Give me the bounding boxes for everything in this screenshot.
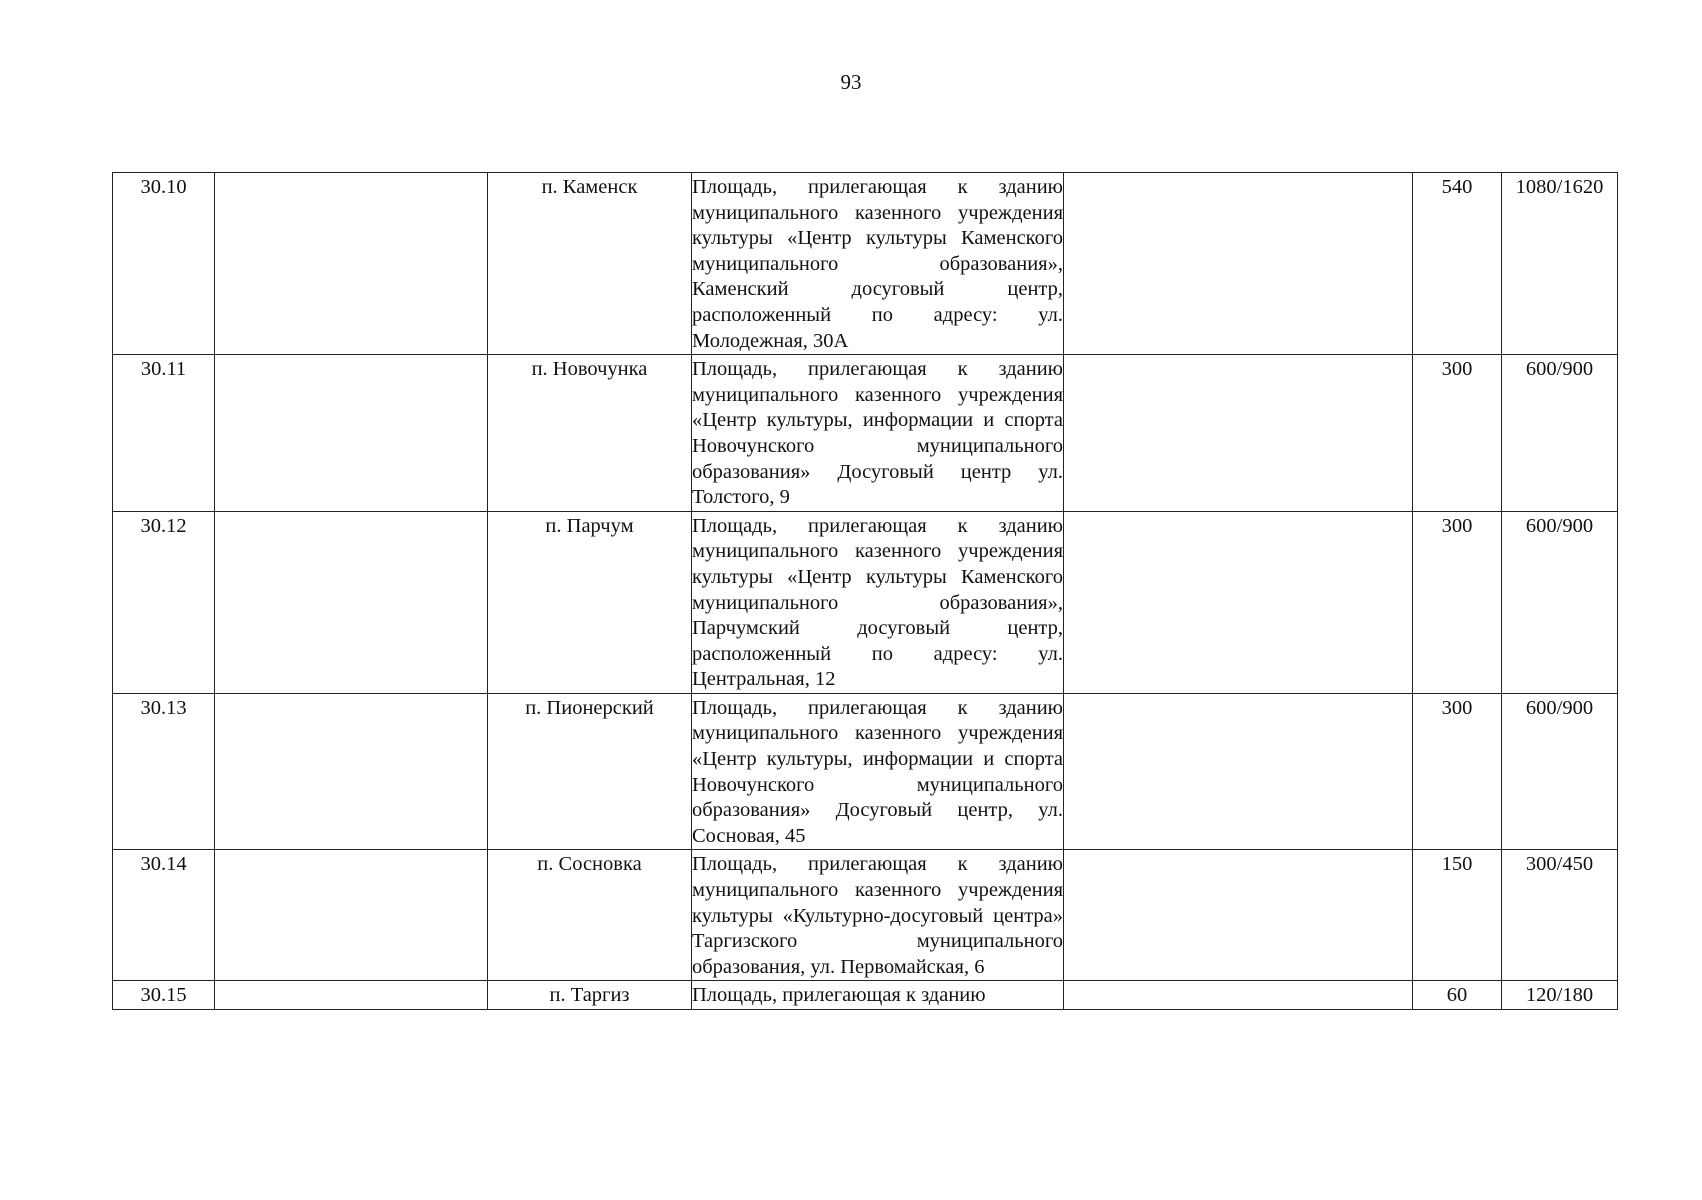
empty-cell: [1064, 355, 1413, 512]
empty-cell: [215, 355, 488, 512]
location-description-cell: Площадь, прилегающая к зданию муниципального казенного учреждения «Центр культуры, информации и спорта Новочунского муниципального образования» Досуговый центр, ул. Сосновая, 45: [692, 693, 1064, 850]
ratio-cell: 1080/1620: [1502, 173, 1618, 355]
row-number-cell: 30.10: [113, 173, 215, 355]
location-description-cell: Площадь, прилегающая к зданию муниципального казенного учреждения культуры «Центр культуры Каменского муниципального образования», Каменский досуговый центр, расположенный по адресу: ул. Молодежная, 30А: [692, 173, 1064, 355]
empty-cell: [215, 850, 488, 981]
quantity-cell: 300: [1413, 511, 1502, 693]
empty-cell: [215, 173, 488, 355]
table-row: [113, 850, 1618, 981]
row-number-cell: 30.15: [113, 981, 215, 1010]
table-row: [113, 981, 1618, 1010]
empty-cell: [1064, 511, 1413, 693]
empty-cell: [215, 693, 488, 850]
ratio-cell: 120/180: [1502, 981, 1618, 1010]
quantity-cell: 540: [1413, 173, 1502, 355]
document-table: [112, 172, 1618, 1010]
empty-cell: [1064, 981, 1413, 1010]
row-number-cell: 30.14: [113, 850, 215, 981]
row-number-cell: 30.13: [113, 693, 215, 850]
settlement-cell: п. Таргиз: [488, 981, 692, 1010]
settlement-cell: п. Новочунка: [488, 355, 692, 512]
quantity-cell: 300: [1413, 355, 1502, 512]
empty-cell: [1064, 693, 1413, 850]
ratio-cell: 300/450: [1502, 850, 1618, 981]
quantity-cell: 300: [1413, 693, 1502, 850]
row-number-cell: 30.11: [113, 355, 215, 512]
row-number-cell: 30.12: [113, 511, 215, 693]
empty-cell: [1064, 173, 1413, 355]
empty-cell: [215, 981, 488, 1010]
location-description-cell: Площадь, прилегающая к зданию муниципального казенного учреждения культуры «Центр культуры Каменского муниципального образования», Парчумский досуговый центр, расположенный по адресу: ул. Центральная, 12: [692, 511, 1064, 693]
empty-cell: [215, 511, 488, 693]
empty-cell: [1064, 850, 1413, 981]
ratio-cell: 600/900: [1502, 693, 1618, 850]
settlement-cell: п. Каменск: [488, 173, 692, 355]
settlement-cell: п. Сосновка: [488, 850, 692, 981]
page-number: 93: [840, 70, 862, 94]
table-row: [113, 693, 1618, 850]
settlement-cell: п. Парчум: [488, 511, 692, 693]
location-description-cell: Площадь, прилегающая к зданию: [692, 981, 1064, 1010]
quantity-cell: 60: [1413, 981, 1502, 1010]
table-row: [113, 511, 1618, 693]
location-description-cell: Площадь, прилегающая к зданию муниципального казенного учреждения «Центр культуры, информации и спорта Новочунского муниципального образования» Досуговый центр ул. Толстого, 9: [692, 355, 1064, 512]
quantity-cell: 150: [1413, 850, 1502, 981]
ratio-cell: 600/900: [1502, 511, 1618, 693]
ratio-cell: 600/900: [1502, 355, 1618, 512]
table-row: [113, 173, 1618, 355]
settlement-cell: п. Пионерский: [488, 693, 692, 850]
table-row: [113, 355, 1618, 512]
location-description-cell: Площадь, прилегающая к зданию муниципального казенного учреждения культуры «Культурно-досуговый центра» Таргизского муниципального образования, ул. Первомайская, 6: [692, 850, 1064, 981]
